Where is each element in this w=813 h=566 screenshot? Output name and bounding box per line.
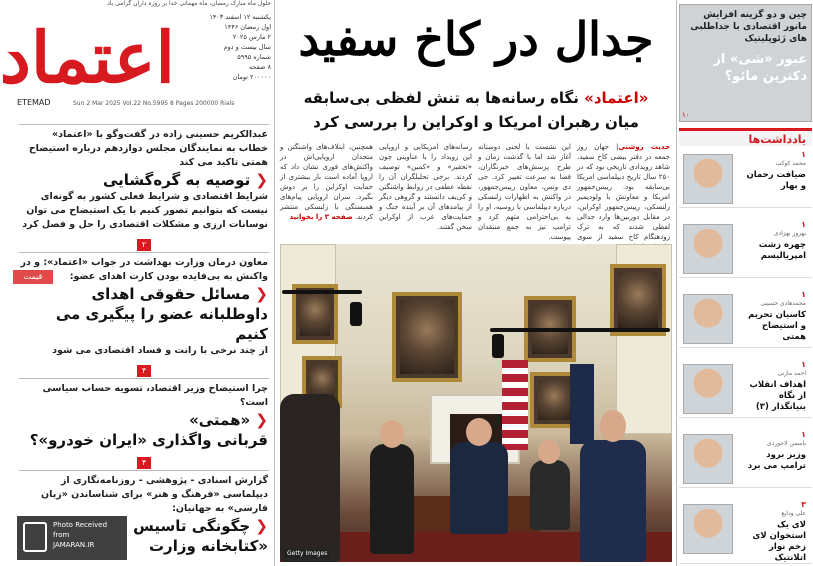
us-flag <box>502 360 528 450</box>
note-title: ضیافت رحمان و بهار <box>746 170 806 191</box>
author-photo <box>683 504 733 554</box>
notes-section-header: یادداشت‌ها <box>679 128 812 146</box>
date-line: اول رمضان ۱۴۴۶ <box>224 23 271 31</box>
portrait-frame <box>610 264 666 336</box>
author-photo <box>683 224 733 274</box>
photo-credit: Getty Images <box>284 549 330 558</box>
news-text: از چند نرخی با رانت و فساد اقتصادی می شود <box>52 345 268 356</box>
note-item[interactable] <box>679 148 812 208</box>
arrow-icon: ❮ <box>250 285 268 303</box>
left-column <box>0 0 275 566</box>
news-item-1[interactable] <box>20 128 268 251</box>
headline-text: مسائل حقوقی اهدای داوطلبانه عضو را پیگیری می کنیم <box>55 285 268 343</box>
promo-page-number: ۱۰ <box>682 111 690 119</box>
note-page-number: ۱ <box>801 150 806 159</box>
article-text: | جهان روز جمعه در دفتر بیضی کاخ سفید، شاهد رویدادی تاریخی بود که در ۲۵۰ سال تاریخ دیپلماسی امریکا بی‌سابقه بود. رییس‌جمهور امریکا و معاونش با ولودیمیر زلنسکی، رییس‌جمهور اوکراین، در مقابل دوربین‌ها وارد جدالی لفظی شدند که به ترک زودهنگام کاخ سفید از سوی <box>577 143 670 241</box>
watermark-line: JAMARAN.IR <box>53 541 95 549</box>
note-page-number: ۱ <box>801 290 806 299</box>
author-photo <box>683 434 733 484</box>
divider <box>19 124 269 125</box>
note-title: لای یک استخوان لای زخم نوار اتلانتیک <box>752 520 806 563</box>
headline-text: چگونگی تاسیس <box>133 517 251 535</box>
red-tag: قیمت <box>13 270 53 284</box>
author-photo <box>683 154 733 204</box>
masthead-top-line: حلول ماه مبارک رمضان، ماه مهمانی خدا بر روزه داران گرامی باد <box>107 0 271 7</box>
news-kicker: گزارش اسنادی - پژوهشی - روزنامه‌نگاری از دیپلماسی «فرهنگ و هنر» برای شناساندن «زبان فارسی» به جهانیان: <box>41 475 268 514</box>
note-title: وزیر برود ترامپ می برد <box>747 450 806 471</box>
logo-latin: ETEMAD <box>17 98 51 107</box>
note-author: محمد کوکب <box>775 160 806 167</box>
quote-text: «همتی» <box>189 411 251 429</box>
divider <box>19 378 269 379</box>
microphone-head <box>350 302 362 326</box>
main-headline[interactable]: جدال در کاخ سفید <box>298 12 654 66</box>
note-item[interactable] <box>679 218 812 278</box>
person <box>450 442 508 534</box>
note-author: احمد مازنی <box>777 370 806 377</box>
person <box>370 444 414 554</box>
news-item-2[interactable] <box>20 256 268 377</box>
person <box>280 394 340 562</box>
note-item[interactable] <box>679 428 812 488</box>
boom-microphone <box>490 328 670 332</box>
note-author: محمدهادی حسینی <box>760 300 806 307</box>
article-column <box>577 142 670 240</box>
boom-microphone <box>282 290 362 294</box>
promo-box[interactable] <box>679 4 812 122</box>
subheadline-text: نگاه رسانه‌ها به تنش لفظی بی‌سابقه میان رهبران امریکا و اوکراین را بررسی کرد <box>303 89 639 131</box>
article-text: همچنین، ایتلاف‌های واشنگتن و متحدان اروپایی‌اش در واکنش‌های فوری نشان داد که اروپا آماده است بار بیشتری از حمایت اوکراین را بر دوش بگیرد. سران اروپایی پیام‌های همبستگی با زلنسکی منتشر کردند. <box>280 143 373 221</box>
person-head <box>600 410 626 442</box>
page-number-badge: ۴ <box>137 457 151 469</box>
subheadline-quote: «اعتماد» <box>584 89 649 107</box>
news-headline[interactable] <box>20 170 268 190</box>
article-columns <box>280 142 670 240</box>
promo-headline: عبور «شی» از دکترین مائو؟ <box>713 52 807 84</box>
lead-photo <box>280 244 672 562</box>
person <box>580 440 646 562</box>
note-item[interactable] <box>679 358 812 418</box>
read-more-link[interactable]: صفحه ۳ را بخوانید <box>289 213 353 221</box>
news-item-3[interactable] <box>20 382 268 469</box>
arrow-icon: ❮ <box>250 517 268 535</box>
subheadline <box>286 86 666 134</box>
author-photo <box>683 364 733 414</box>
newspaper-logo: اعتماد <box>0 16 175 99</box>
arrow-icon: ❮ <box>250 171 268 189</box>
note-item[interactable] <box>679 288 812 348</box>
masthead <box>0 10 275 110</box>
news-subheadline: «کتابخانه وزارت <box>148 537 268 555</box>
date-box <box>179 12 271 82</box>
date-line: ۸ صفحه <box>248 63 271 71</box>
date-line: ۲۰۰۰۰۰ تومان <box>232 73 271 81</box>
date-line: شماره ۵۹۹۵ <box>237 53 271 61</box>
promo-title: چین و دو گزینه افزایش مانور اقتصادی با جداطلبی های ژئوپلیتیک <box>690 10 807 44</box>
date-line: سال بیست و دوم <box>223 43 271 51</box>
watermark-logo-icon <box>23 522 47 552</box>
issue-line: Sun 2 Mar 2025 Vol.22 No.5995 8 Pages 200000 Rials <box>73 100 235 107</box>
article-column: این نشست با لحنی دوستانه آغاز شد اما با گذشت زمان و طرح پرسش‌های خبرنگاران، فضا به سرعت تغییر کرد. جی دی ونس، معاون رییس‌جمهور، در واکنش به اظهارات زلنسکی درباره دیپلماسی با روسیه، او را به بی‌احترامی متهم کرد و ترامپ نیز به جمع منتقدان پیوست. <box>478 143 571 241</box>
person-head <box>380 420 404 448</box>
page-number-badge: ۴ <box>137 365 151 377</box>
arrow-icon: ❮ <box>250 411 268 429</box>
microphone-head <box>492 334 504 358</box>
note-title: چهره زشت امپریالیسم <box>758 240 806 261</box>
portrait-frame <box>392 292 462 382</box>
person-head <box>538 440 560 464</box>
source-watermark <box>17 516 127 560</box>
news-kicker: عبدالکریم حسینی زاده در گفت‌وگو با «اعتماد» خطاب به نمایندگان مجلس دوازدهم درباره استیضاح همتی تاکید می کند <box>28 129 268 168</box>
note-title: کاسیان تحریم و استیضاح همتی <box>748 310 806 342</box>
divider <box>19 252 269 253</box>
watermark-line: from <box>53 531 70 539</box>
divider <box>19 470 269 471</box>
article-byline: حدیث روشنی <box>618 143 670 151</box>
page-number-badge: ۲ <box>137 239 151 251</box>
news-kicker: چرا استیضاح وزیر اقتصاد، تسویه حساب سیاسی است؟ <box>42 383 268 408</box>
person-head <box>466 418 492 446</box>
note-item[interactable] <box>679 498 812 564</box>
watermark-line: Photo Received <box>53 521 108 529</box>
note-page-number: ۱ <box>801 220 806 229</box>
note-page-number: ۱ <box>801 360 806 369</box>
author-photo <box>683 294 733 344</box>
note-author: یاسمن لاجوردی <box>767 440 806 447</box>
news-text: شرایط اقتصادی و شرایط فعلی کشور به گونه‌ای نیست که بتوانیم تصور کنیم با یک استیضاح می توان نوسانات ارزی و مشکلات اقتصادی را حل و فصل کرد <box>22 191 268 230</box>
news-headline[interactable] <box>20 284 268 344</box>
article-column: رسانه‌های امریکایی و اروپایی این رویداد را با عناوینی چون «تحقیر» و «کمین» توصیف کردند. برخی تحلیلگران آن را نقطه عطفی در روابط واشنگتن و کی‌یف دانستند و گروهی دیگر از پیامدهای آن بر آینده جنگ و حمایت‌های غرب از اوکراین سخن گفتند. <box>379 143 472 231</box>
note-page-number: ۱ <box>801 430 806 439</box>
right-column <box>676 0 813 566</box>
date-line: ۲ مارس ۲۰۲۵ <box>232 33 271 41</box>
news-headline[interactable]: قربانی واگذاری «ایران خودرو»؟ <box>29 431 268 449</box>
flag <box>570 364 594 444</box>
news-kicker: معاون درمان وزارت بهداشت در جواب «اعتماد»: و در واکنش به بی‌فایده بودن کارت اهدای عضو: <box>20 257 268 282</box>
note-author: علی ودایع <box>781 510 806 517</box>
news-quote <box>20 410 268 430</box>
note-author: بهروز بهزادی <box>773 230 806 237</box>
headline-text: توصیه به گره‌گشایی <box>102 171 251 189</box>
person <box>530 460 570 530</box>
note-title: اهداف انقلاب از نگاه بنیانگذار (۳) <box>749 380 806 412</box>
note-page-number: ۳ <box>801 500 806 509</box>
date-line: یکشنبه ۱۲ اسفند ۱۴۰۳ <box>209 13 271 21</box>
article-column <box>280 142 373 240</box>
center-column <box>276 0 676 566</box>
